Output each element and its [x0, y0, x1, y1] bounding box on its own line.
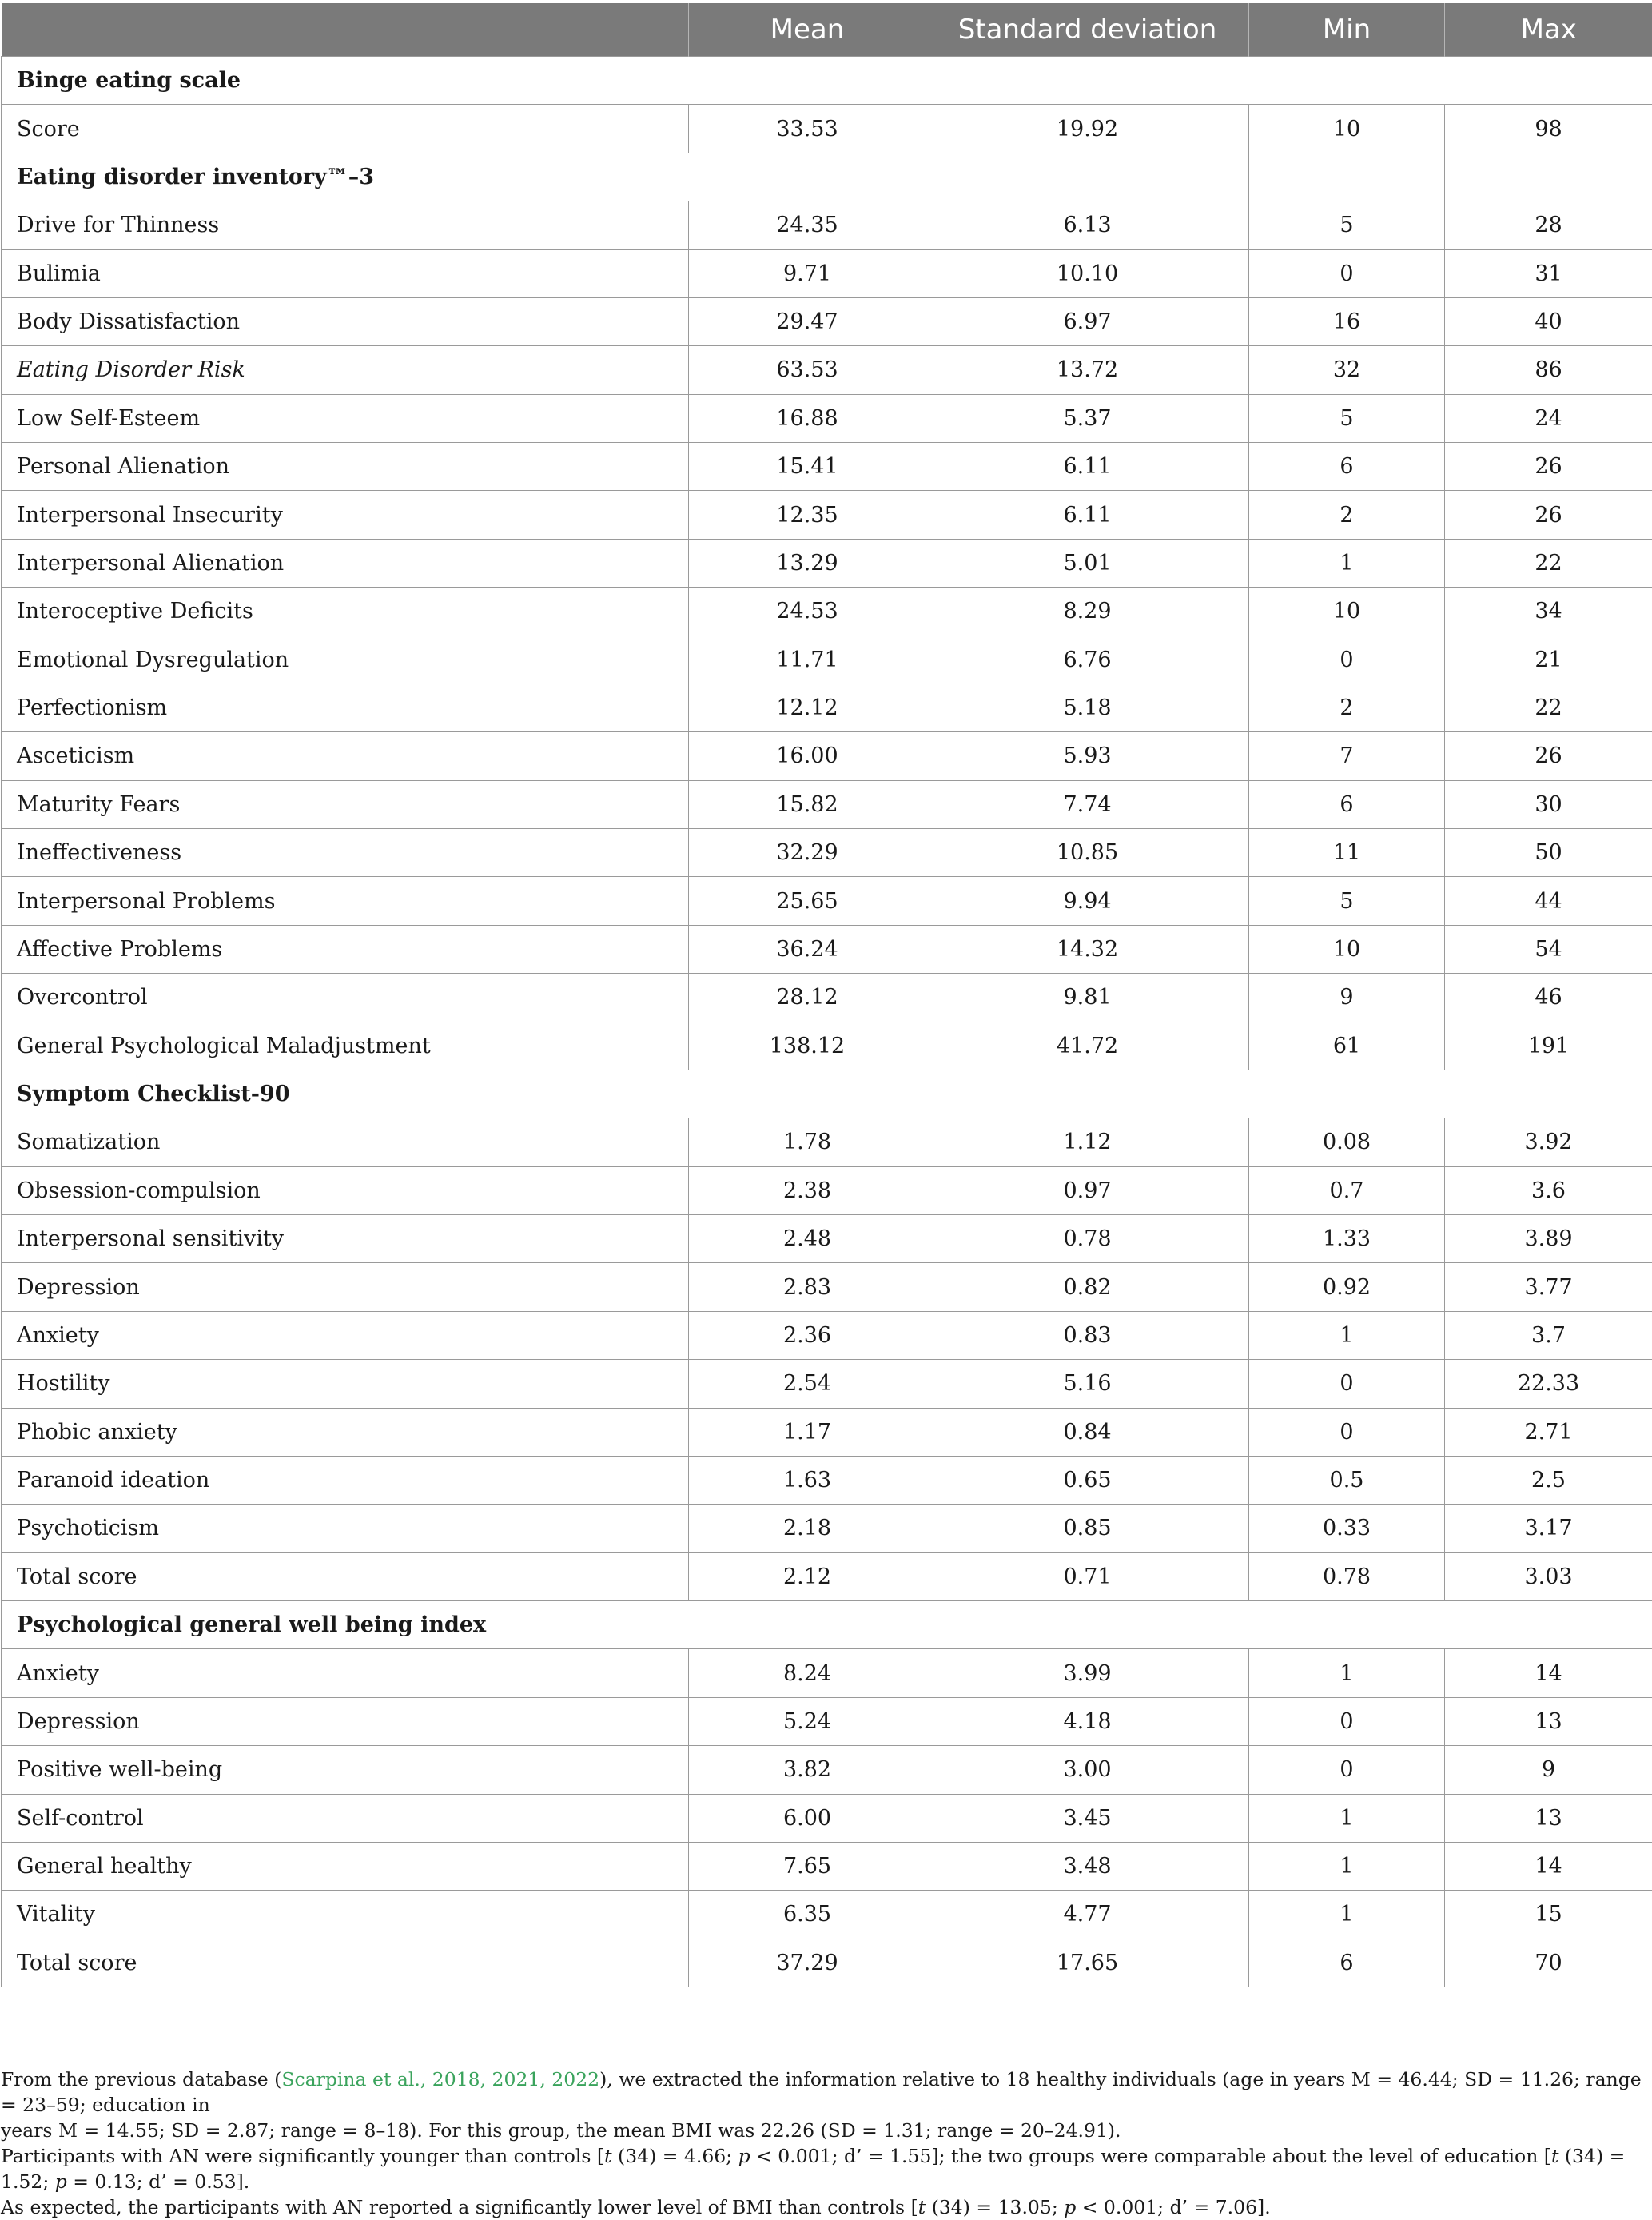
row-label: Paranoid ideation [2, 1456, 689, 1504]
sd-cell: 6.11 [926, 491, 1249, 539]
table-row [2, 877, 1652, 925]
table-row [2, 249, 1652, 297]
min-cell: 0 [1249, 636, 1445, 684]
min-cell: 2 [1249, 684, 1445, 731]
footnote-text: Participants with AN were significantly younger than controls [ [1, 2145, 604, 2167]
row-label: Interpersonal Problems [2, 877, 689, 925]
sd-cell: 0.78 [926, 1215, 1249, 1263]
footnote-text: From the previous database ( [1, 2068, 281, 2090]
mean-cell: 24.53 [689, 588, 926, 636]
stat-symbol: t [918, 2196, 926, 2218]
sd-cell: 0.83 [926, 1311, 1249, 1359]
row-label: Affective Problems [2, 925, 689, 973]
mean-cell: 13.29 [689, 539, 926, 587]
min-cell: 61 [1249, 1022, 1445, 1070]
header-mean: Mean [689, 3, 926, 57]
table-row [2, 1118, 1652, 1166]
table-header-row [2, 3, 1652, 57]
mean-cell: 6.35 [689, 1891, 926, 1939]
min-cell: 1 [1249, 1794, 1445, 1842]
sd-cell: 5.18 [926, 684, 1249, 731]
mean-cell: 2.48 [689, 1215, 926, 1263]
min-cell: 0.5 [1249, 1456, 1445, 1504]
mean-cell: 1.63 [689, 1456, 926, 1504]
max-cell: 40 [1445, 297, 1652, 345]
min-cell: 10 [1249, 925, 1445, 973]
footnote-text: = 0.13; d’ = 0.53]. [67, 2170, 249, 2193]
row-label: Overcontrol [2, 974, 689, 1022]
max-cell: 22.33 [1445, 1360, 1652, 1408]
sd-cell: 3.00 [926, 1746, 1249, 1794]
min-cell: 1 [1249, 1842, 1445, 1890]
min-cell: 0 [1249, 1746, 1445, 1794]
sd-cell: 9.94 [926, 877, 1249, 925]
max-cell: 44 [1445, 877, 1652, 925]
row-label: General healthy [2, 1842, 689, 1890]
sd-cell: 6.13 [926, 201, 1249, 249]
min-cell: 0 [1249, 1360, 1445, 1408]
mean-cell: 16.00 [689, 732, 926, 780]
footnote-text: (34) = 1.52; [1, 2145, 1625, 2193]
row-label: Total score [2, 1939, 689, 1987]
sd-cell: 8.29 [926, 588, 1249, 636]
table-row [2, 1891, 1652, 1939]
mean-cell: 2.36 [689, 1311, 926, 1359]
sd-cell: 4.18 [926, 1697, 1249, 1745]
max-cell: 22 [1445, 684, 1652, 731]
mean-cell: 37.29 [689, 1939, 926, 1987]
max-cell: 54 [1445, 925, 1652, 973]
min-cell: 0.78 [1249, 1552, 1445, 1600]
mean-cell: 16.88 [689, 394, 926, 442]
table-row [2, 829, 1652, 877]
table-row [2, 925, 1652, 973]
max-cell: 50 [1445, 829, 1652, 877]
sd-cell: 9.81 [926, 974, 1249, 1022]
table-row [2, 1842, 1652, 1890]
mean-cell: 12.35 [689, 491, 926, 539]
max-cell: 2.71 [1445, 1408, 1652, 1456]
mean-cell: 63.53 [689, 346, 926, 394]
sd-cell: 13.72 [926, 346, 1249, 394]
sd-cell: 3.45 [926, 1794, 1249, 1842]
table-row [2, 636, 1652, 684]
row-label: Interpersonal Alienation [2, 539, 689, 587]
mean-cell: 2.38 [689, 1166, 926, 1214]
section-row [2, 1601, 1652, 1649]
mean-cell: 2.54 [689, 1360, 926, 1408]
mean-cell: 2.18 [689, 1505, 926, 1552]
sd-cell: 1.12 [926, 1118, 1249, 1166]
stat-symbol: p [55, 2170, 67, 2193]
min-cell: 16 [1249, 297, 1445, 345]
row-label: Interoceptive Deficits [2, 588, 689, 636]
section-row [2, 1070, 1652, 1118]
row-label: Interpersonal Insecurity [2, 491, 689, 539]
row-label: Anxiety [2, 1311, 689, 1359]
min-cell: 0 [1249, 249, 1445, 297]
row-label: Psychoticism [2, 1505, 689, 1552]
table-row [2, 1456, 1652, 1504]
mean-cell: 8.24 [689, 1649, 926, 1697]
row-label: Eating Disorder Risk [2, 346, 689, 394]
table-row [2, 346, 1652, 394]
mean-cell: 2.83 [689, 1263, 926, 1311]
max-cell: 34 [1445, 588, 1652, 636]
sd-cell: 14.32 [926, 925, 1249, 973]
table-row [2, 1794, 1652, 1842]
empty-cell [1445, 153, 1652, 201]
max-cell: 3.6 [1445, 1166, 1652, 1214]
stat-symbol: t [1551, 2145, 1558, 2167]
sd-cell: 3.48 [926, 1842, 1249, 1890]
max-cell: 21 [1445, 636, 1652, 684]
min-cell: 1 [1249, 1649, 1445, 1697]
table-row [2, 974, 1652, 1022]
sd-cell: 6.76 [926, 636, 1249, 684]
max-cell: 3.77 [1445, 1263, 1652, 1311]
footnote-line-3 [1, 2143, 1647, 2194]
min-cell: 0.7 [1249, 1166, 1445, 1214]
sd-cell: 0.97 [926, 1166, 1249, 1214]
mean-cell: 28.12 [689, 974, 926, 1022]
max-cell: 13 [1445, 1794, 1652, 1842]
max-cell: 28 [1445, 201, 1652, 249]
min-cell: 6 [1249, 780, 1445, 828]
section-row [2, 153, 1652, 201]
table-footnotes [1, 2067, 1647, 2220]
mean-cell: 138.12 [689, 1022, 926, 1070]
min-cell: 0.08 [1249, 1118, 1445, 1166]
sd-cell: 6.11 [926, 443, 1249, 491]
stat-symbol: p [738, 2145, 750, 2167]
table-row [2, 105, 1652, 153]
statistics-table [1, 3, 1652, 1987]
mean-cell: 29.47 [689, 297, 926, 345]
max-cell: 3.17 [1445, 1505, 1652, 1552]
max-cell: 30 [1445, 780, 1652, 828]
footnote-text: (34) = 13.05; [926, 2196, 1064, 2218]
row-label: Maturity Fears [2, 780, 689, 828]
table-row [2, 1166, 1652, 1214]
min-cell: 1 [1249, 1891, 1445, 1939]
footnote-text: ), we extracted the information relative to 18 healthy individuals (age in years M = 46.44; SD = 11.26; range = 23–59; education in [1, 2068, 1642, 2116]
max-cell: 3.89 [1445, 1215, 1652, 1263]
section-row [2, 57, 1652, 105]
row-label: Ineffectiveness [2, 829, 689, 877]
footnote-text: < 0.001; d’ = 7.06]. [1076, 2196, 1270, 2218]
max-cell: 31 [1445, 249, 1652, 297]
table-row [2, 684, 1652, 731]
row-label: Anxiety [2, 1649, 689, 1697]
min-cell: 0 [1249, 1408, 1445, 1456]
mean-cell: 24.35 [689, 201, 926, 249]
footnote-text: (34) = 4.66; [612, 2145, 738, 2167]
max-cell: 26 [1445, 491, 1652, 539]
mean-cell: 36.24 [689, 925, 926, 973]
min-cell: 2 [1249, 491, 1445, 539]
max-cell: 9 [1445, 1746, 1652, 1794]
footnote-line-2: years M = 14.55; SD = 2.87; range = 8–18). For this group, the mean BMI was 22.26 (SD = 1.31; range = 20–24.91). [1, 2118, 1647, 2143]
table-body [2, 57, 1652, 1987]
sd-cell: 5.16 [926, 1360, 1249, 1408]
footnote-line-4 [1, 2194, 1647, 2220]
min-cell: 7 [1249, 732, 1445, 780]
table-row [2, 1939, 1652, 1987]
max-cell: 14 [1445, 1649, 1652, 1697]
header-min: Min [1249, 3, 1445, 57]
min-cell: 5 [1249, 201, 1445, 249]
sd-cell: 5.93 [926, 732, 1249, 780]
footnote-text: As expected, the participants with AN reported a significantly lower level of BMI than controls [ [1, 2196, 918, 2218]
min-cell: 0.92 [1249, 1263, 1445, 1311]
row-label: Depression [2, 1263, 689, 1311]
sd-cell: 0.84 [926, 1408, 1249, 1456]
sd-cell: 0.71 [926, 1552, 1249, 1600]
mean-cell: 9.71 [689, 249, 926, 297]
row-label: Total score [2, 1552, 689, 1600]
min-cell: 0 [1249, 1697, 1445, 1745]
row-label: Body Dissatisfaction [2, 297, 689, 345]
sd-cell: 6.97 [926, 297, 1249, 345]
max-cell: 98 [1445, 105, 1652, 153]
table-row [2, 1649, 1652, 1697]
max-cell: 26 [1445, 443, 1652, 491]
table-row [2, 297, 1652, 345]
mean-cell: 6.00 [689, 1794, 926, 1842]
row-label: Low Self-Esteem [2, 394, 689, 442]
table-row [2, 1311, 1652, 1359]
min-cell: 32 [1249, 346, 1445, 394]
header-label-column [2, 3, 689, 57]
header-max: Max [1445, 3, 1652, 57]
table-row [2, 1022, 1652, 1070]
sd-cell: 5.37 [926, 394, 1249, 442]
footnote-text: < 0.001; d’ = 1.55]; the two groups were comparable about the level of education [ [750, 2145, 1551, 2167]
max-cell: 70 [1445, 1939, 1652, 1987]
row-label: Vitality [2, 1891, 689, 1939]
row-label: Emotional Dysregulation [2, 636, 689, 684]
table-row [2, 732, 1652, 780]
stat-symbol: t [604, 2145, 611, 2167]
table-row [2, 491, 1652, 539]
sd-cell: 10.85 [926, 829, 1249, 877]
max-cell: 3.92 [1445, 1118, 1652, 1166]
row-label: Hostility [2, 1360, 689, 1408]
min-cell: 10 [1249, 105, 1445, 153]
min-cell: 1.33 [1249, 1215, 1445, 1263]
table-row [2, 588, 1652, 636]
empty-cell [1249, 153, 1445, 201]
min-cell: 1 [1249, 1311, 1445, 1359]
table-row [2, 1505, 1652, 1552]
table-row [2, 201, 1652, 249]
sd-cell: 17.65 [926, 1939, 1249, 1987]
footnote-line-1 [1, 2067, 1647, 2118]
max-cell: 24 [1445, 394, 1652, 442]
table-row [2, 1408, 1652, 1456]
row-label: Drive for Thinness [2, 201, 689, 249]
table-row [2, 443, 1652, 491]
sd-cell: 10.10 [926, 249, 1249, 297]
sd-cell: 3.99 [926, 1649, 1249, 1697]
mean-cell: 7.65 [689, 1842, 926, 1890]
row-label: Depression [2, 1697, 689, 1745]
mean-cell: 11.71 [689, 636, 926, 684]
sd-cell: 0.82 [926, 1263, 1249, 1311]
min-cell: 5 [1249, 394, 1445, 442]
max-cell: 191 [1445, 1022, 1652, 1070]
min-cell: 6 [1249, 1939, 1445, 1987]
row-label: Phobic anxiety [2, 1408, 689, 1456]
sd-cell: 5.01 [926, 539, 1249, 587]
mean-cell: 15.82 [689, 780, 926, 828]
row-label: Score [2, 105, 689, 153]
row-label: Bulimia [2, 249, 689, 297]
max-cell: 13 [1445, 1697, 1652, 1745]
sd-cell: 0.85 [926, 1505, 1249, 1552]
section-title: Symptom Checklist-90 [2, 1070, 1652, 1118]
min-cell: 10 [1249, 588, 1445, 636]
row-label: Perfectionism [2, 684, 689, 731]
table-row [2, 1215, 1652, 1263]
table-row [2, 780, 1652, 828]
table-row [2, 1697, 1652, 1745]
row-label: General Psychological Maladjustment [2, 1022, 689, 1070]
stat-symbol: p [1064, 2196, 1076, 2218]
header-standard-deviation: Standard deviation [926, 3, 1249, 57]
mean-cell: 5.24 [689, 1697, 926, 1745]
min-cell: 5 [1249, 877, 1445, 925]
sd-cell: 41.72 [926, 1022, 1249, 1070]
max-cell: 46 [1445, 974, 1652, 1022]
row-label: Interpersonal sensitivity [2, 1215, 689, 1263]
section-title: Binge eating scale [2, 57, 1652, 105]
mean-cell: 3.82 [689, 1746, 926, 1794]
table-row [2, 1552, 1652, 1600]
citation-link[interactable]: Scarpina et al., 2018, 2021, 2022 [281, 2068, 599, 2090]
min-cell: 1 [1249, 539, 1445, 587]
min-cell: 6 [1249, 443, 1445, 491]
section-title: Psychological general well being index [2, 1601, 1652, 1649]
table-row [2, 1746, 1652, 1794]
mean-cell: 1.78 [689, 1118, 926, 1166]
sd-cell: 7.74 [926, 780, 1249, 828]
sd-cell: 19.92 [926, 105, 1249, 153]
row-label: Positive well-being [2, 1746, 689, 1794]
row-label: Asceticism [2, 732, 689, 780]
max-cell: 22 [1445, 539, 1652, 587]
sd-cell: 4.77 [926, 1891, 1249, 1939]
max-cell: 2.5 [1445, 1456, 1652, 1504]
max-cell: 86 [1445, 346, 1652, 394]
mean-cell: 2.12 [689, 1552, 926, 1600]
max-cell: 14 [1445, 1842, 1652, 1890]
mean-cell: 25.65 [689, 877, 926, 925]
mean-cell: 32.29 [689, 829, 926, 877]
min-cell: 9 [1249, 974, 1445, 1022]
max-cell: 3.03 [1445, 1552, 1652, 1600]
mean-cell: 33.53 [689, 105, 926, 153]
row-label: Somatization [2, 1118, 689, 1166]
row-label: Self-control [2, 1794, 689, 1842]
table-row [2, 394, 1652, 442]
mean-cell: 12.12 [689, 684, 926, 731]
table-row [2, 539, 1652, 587]
mean-cell: 1.17 [689, 1408, 926, 1456]
min-cell: 11 [1249, 829, 1445, 877]
mean-cell: 15.41 [689, 443, 926, 491]
row-label: Obsession-compulsion [2, 1166, 689, 1214]
min-cell: 0.33 [1249, 1505, 1445, 1552]
sd-cell: 0.65 [926, 1456, 1249, 1504]
row-label: Personal Alienation [2, 443, 689, 491]
table-row [2, 1360, 1652, 1408]
table-row [2, 1263, 1652, 1311]
max-cell: 3.7 [1445, 1311, 1652, 1359]
max-cell: 15 [1445, 1891, 1652, 1939]
max-cell: 26 [1445, 732, 1652, 780]
section-title: Eating disorder inventory™–3 [2, 153, 1249, 201]
